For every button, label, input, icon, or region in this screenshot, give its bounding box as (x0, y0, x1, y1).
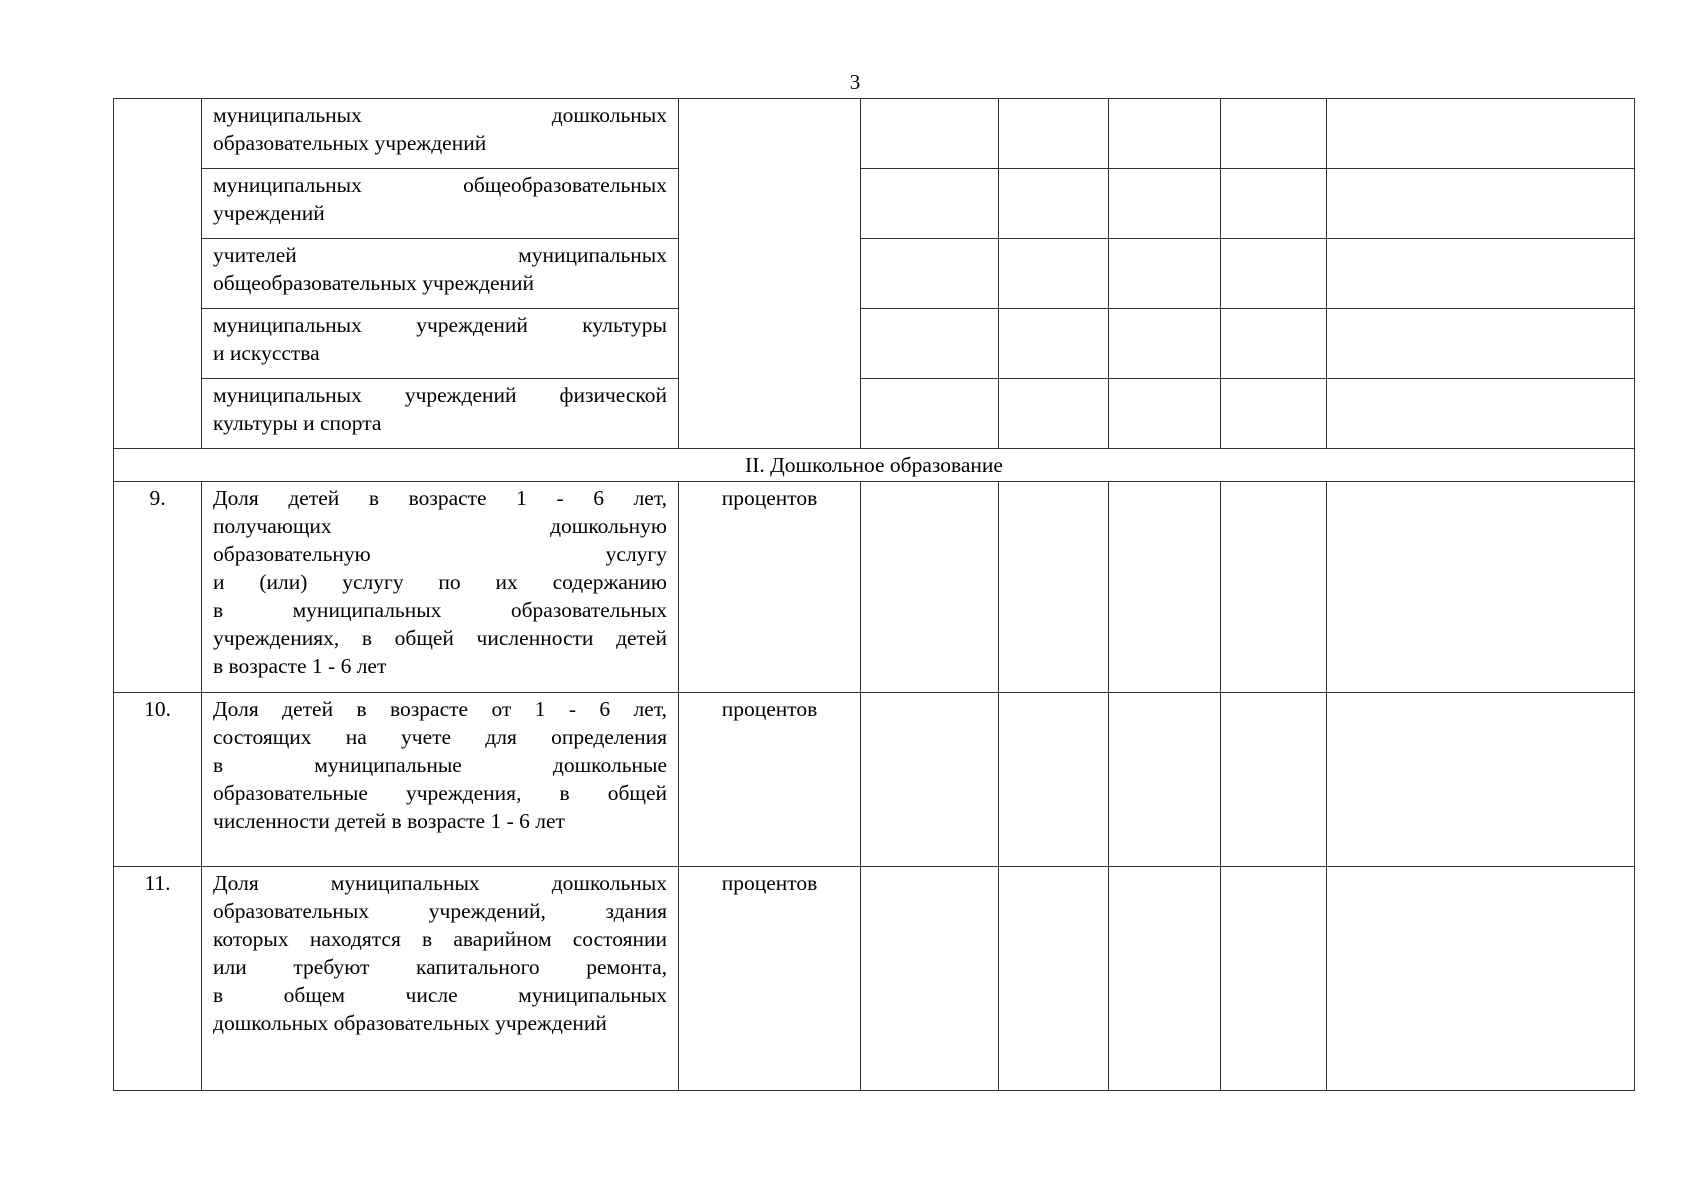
sub-indicator-cell (202, 169, 679, 239)
indicator-description (202, 693, 679, 867)
sub-indicator-cell (202, 379, 679, 449)
value-cell (861, 379, 999, 449)
text-line: которых находятся в аварийном состоянии (213, 927, 667, 951)
text-line: культуры и спорта (213, 411, 382, 435)
value-cell (1109, 169, 1221, 239)
row-number: 10. (114, 693, 202, 867)
value-cell (861, 239, 999, 309)
table-row (114, 693, 1635, 867)
text-line: общеобразовательных учреждений (213, 271, 534, 295)
table-row (114, 239, 1635, 309)
value-cell (999, 379, 1109, 449)
text-line: в общем числе муниципальных (213, 983, 667, 1007)
value-cell (861, 99, 999, 169)
value-cell (1221, 169, 1327, 239)
row-number: 11. (114, 867, 202, 1091)
indicators-table (113, 98, 1635, 1091)
value-cell (861, 169, 999, 239)
value-cell (1221, 99, 1327, 169)
text-line: в муниципальных образовательных (213, 598, 667, 622)
indicator-description (202, 482, 679, 693)
value-cell (1327, 693, 1635, 867)
value-cell (1327, 379, 1635, 449)
value-cell (1221, 867, 1327, 1091)
section-heading: II. Дошкольное образование (114, 449, 1635, 482)
value-cell (1327, 99, 1635, 169)
value-cell (861, 482, 999, 693)
number-cell (114, 99, 202, 449)
value-cell (1327, 239, 1635, 309)
value-cell (1327, 867, 1635, 1091)
value-cell (1109, 99, 1221, 169)
table-row (114, 309, 1635, 379)
text-line: и искусства (213, 341, 320, 365)
table-row (114, 99, 1635, 169)
value-cell (999, 99, 1109, 169)
sub-indicator-cell (202, 239, 679, 309)
value-cell (1109, 309, 1221, 379)
text-line: муниципальных учреждений культуры (213, 313, 667, 337)
value-cell (999, 309, 1109, 379)
value-cell (1109, 482, 1221, 693)
text-line: муниципальных дошкольных (213, 103, 667, 127)
value-cell (861, 867, 999, 1091)
text-line: в муниципальные дошкольные (213, 753, 667, 777)
value-cell (1221, 309, 1327, 379)
section-row (114, 449, 1635, 482)
value-cell (1221, 482, 1327, 693)
value-cell (1109, 693, 1221, 867)
text-line: состоящих на учете для определения (213, 725, 667, 749)
table-row (114, 169, 1635, 239)
unit-cell: процентов (679, 482, 861, 693)
row-number: 9. (114, 482, 202, 693)
unit-cell: процентов (679, 693, 861, 867)
text-line: и (или) услугу по их содержанию (213, 570, 667, 594)
text-line: или требуют капитального ремонта, (213, 955, 667, 979)
value-cell (1221, 379, 1327, 449)
text-line: муниципальных учреждений физической (213, 383, 667, 407)
table-row (114, 379, 1635, 449)
text-line: учителей муниципальных (213, 243, 667, 267)
text-line: Доля муниципальных дошкольных (213, 871, 667, 895)
text-line: Доля детей в возрасте от 1 - 6 лет, (213, 697, 667, 721)
value-cell (1221, 239, 1327, 309)
value-cell (999, 867, 1109, 1091)
sub-indicator-cell (202, 99, 679, 169)
value-cell (1327, 482, 1635, 693)
text-line: муниципальных общеобразовательных (213, 173, 667, 197)
text-line: дошкольных образовательных учреждений (213, 1011, 607, 1035)
value-cell (999, 482, 1109, 693)
value-cell (1109, 239, 1221, 309)
value-cell (1327, 309, 1635, 379)
value-cell (1221, 693, 1327, 867)
value-cell (1109, 379, 1221, 449)
indicator-description (202, 867, 679, 1091)
text-line: Доля детей в возрасте 1 - 6 лет, (213, 486, 667, 510)
text-line: образовательных учреждений (213, 131, 487, 155)
table-row (114, 867, 1635, 1091)
page-number: 3 (849, 70, 861, 94)
value-cell (999, 693, 1109, 867)
value-cell (999, 239, 1109, 309)
value-cell (1109, 867, 1221, 1091)
text-line: образовательных учреждений, здания (213, 899, 667, 923)
text-line: образовательные учреждения, в общей (213, 781, 667, 805)
value-cell (999, 169, 1109, 239)
value-cell (861, 309, 999, 379)
value-cell (1327, 169, 1635, 239)
text-line: учреждениях, в общей численности детей (213, 626, 667, 650)
unit-cell: процентов (679, 867, 861, 1091)
table-row (114, 482, 1635, 693)
text-line: численности детей в возрасте 1 - 6 лет (213, 809, 565, 833)
value-cell (861, 693, 999, 867)
text-line: получающих дошкольную (213, 514, 667, 538)
text-line: учреждений (213, 201, 325, 225)
text-line: образовательную услугу (213, 542, 667, 566)
sub-indicator-cell (202, 309, 679, 379)
unit-cell (679, 99, 861, 449)
text-line: в возрасте 1 - 6 лет (213, 654, 387, 678)
